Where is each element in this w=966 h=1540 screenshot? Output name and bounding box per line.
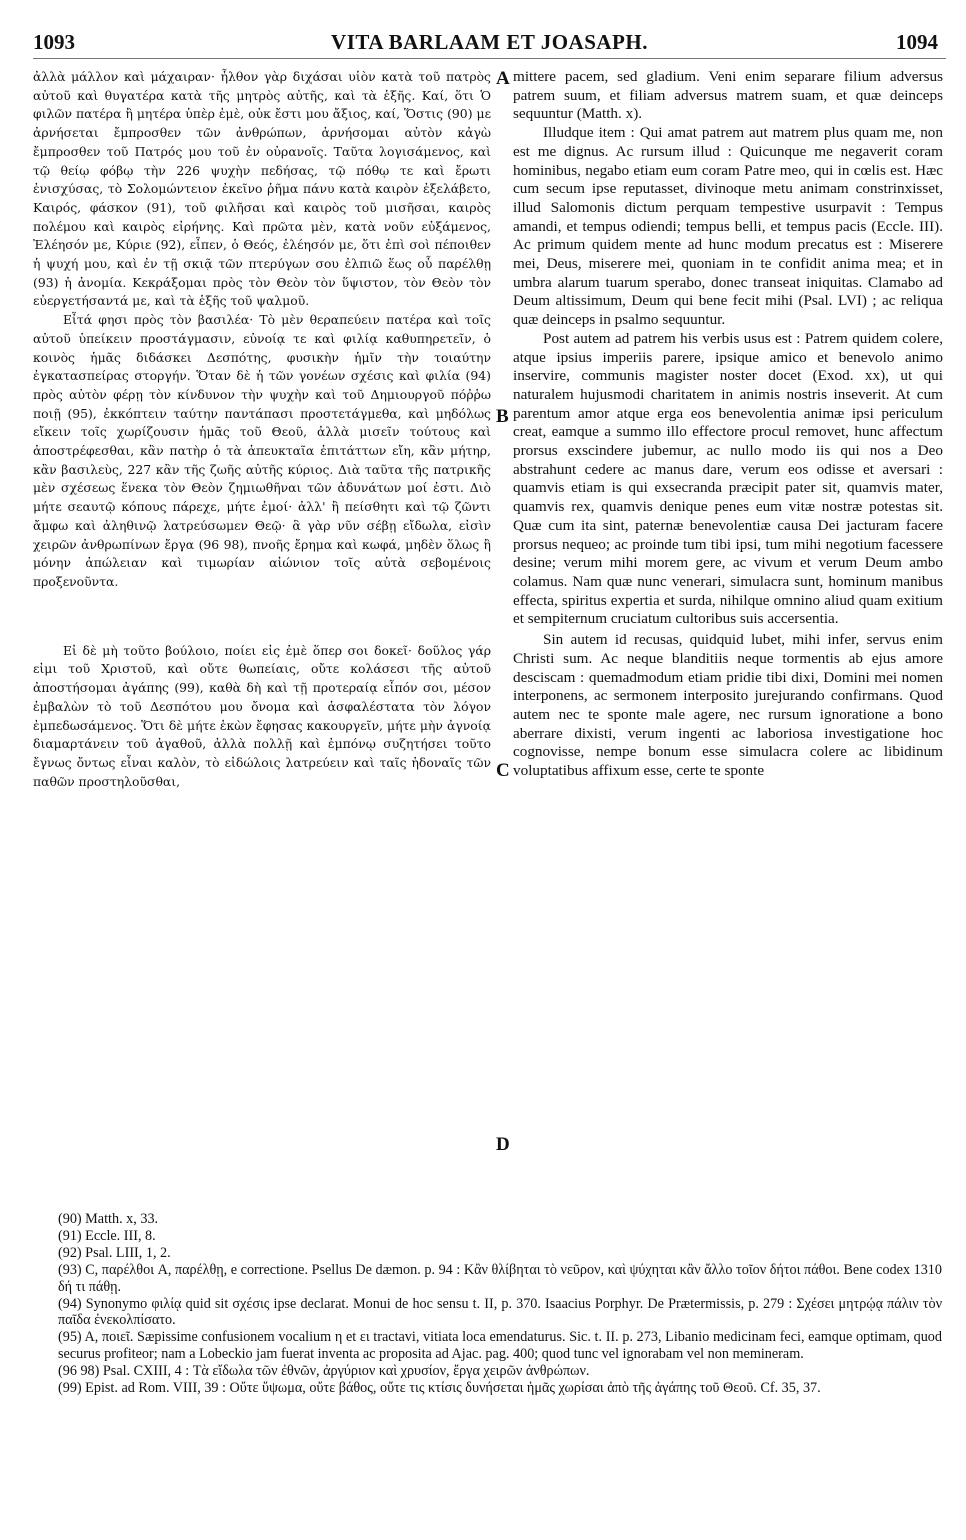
running-header — [33, 30, 946, 59]
footnote: (99) Epist. ad Rom. VIII, 39 : Οὔτε ὕψωμα, οὔτε βάθος, οὔτε τις κτίσις δυνήσεται ἡμᾶς χωρίσαι ἀπὸ τῆς ἀγάπης τοῦ Θεοῦ. Cf. 35, 37. — [58, 1380, 821, 1397]
column-gap — [33, 592, 491, 642]
running-title: VITA BARLAAM ET JOASAPH. — [331, 30, 648, 54]
footnote: (90) Matth. x, 33. — [58, 1211, 159, 1227]
greek-column — [33, 68, 491, 1203]
latin-column — [513, 68, 943, 1203]
latin-paragraph-4: Sin autem id recusas, quidquid lubet, mihi infer, servus enim Christi sum. Ac neque blanditiis neque tormentis ab ejus amore desciscam : quemadmodum etiam pridie tibi dixi, Domini mei nomen interponens, ac sermonem interposito jurejurando confirmans. Quod autem nec te sponte male agere, nec rursum ignoratione a bono aberrare dixisti, verum ingenti ac laboriosa investigatione hoc cognovisse, nempe bonum esse simulacra colere ac libidinum voluptatibus affixum esse, certe te sponte — [513, 631, 943, 780]
footnotes — [58, 1211, 942, 1511]
footnote: (95) A, ποιεῖ. Sæpissime confusionem vocalium η et ει tractavi, vitiata loca emendaturus. Sic. t. II. p. 273, Libanio medicinam feci, eamque optimam, quod securus profiteor; nam a Lobeckio jam fuerat inventa ac proposita ad Ajac. pag. 400; quod tunc vel ignorabam vel non memineram. — [58, 1329, 942, 1363]
footnote: (92) Psal. LIII, 1, 2. — [58, 1244, 171, 1261]
greek-paragraph-3: Εἰ δὲ μὴ τοῦτο βούλοιο, ποίει εἰς ἐμὲ ὅπερ σοι δοκεῖ· δοῦλος γάρ εἰμι τοῦ Χριστοῦ, καὶ οὔτε θωπείαις, οὔτε κολάσεσι τῆς αὐτοῦ ἀποστήσομαι ἀγάπης (99), καθὰ δὴ καὶ τῇ προτεραίᾳ εἶπόν σοι, μέσον ἐμβαλὼν τὸ τοῦ Δεσπότου μου ὄνομα καὶ ἀσφαλέστατα τὸν λόγον ἐμπεδωσάμενος. Ὅτι δὲ μήτε ἑκὼν ἔφησας κακουργεῖν, μήτε μὴν ἀγνοίᾳ διαμαρτάνειν τοῦ ἀγαθοῦ, ἀλλὰ πολλῇ καὶ ἐμπόνῳ συζητήσει τοῦτο ἔγνως ὄντως εἶναι καλὸν, τὸ εἰδώλοις λατρεύειν καὶ ταῖς ἡδοναῖς τῶν παθῶν προστηλοῦσθαι, — [33, 642, 491, 789]
latin-paragraph-2: Illudque item : Qui amat patrem aut matrem plus quam me, non est me dignus. Ac rursum illud : Quicunque me negaverit coram hominibus, negabo etiam eum coram Patre meo, qui in cœlis est. Hæc cum secum ipse reputasset, divinoque metu animam constrinxisset, illud Salomonis dictum perquam tempestive usurpavit : Tempus amandi, et tempus odiendi; tempus belli, et tempus pacis (Eccle. III). Ac primum quidem mente ad hunc modum precatus est : Miserere mei, Deus, miserere mei, quoniam in te confidit anima mea; et in umbra alarum tuarum sperabo, donec transeat iniquitas. Clamabo ad Deum altissimum, Deum qui bene fecit mihi (Psal. LVI) ; ac reliqua quæ deinceps in psalmo sequuntur. — [513, 124, 943, 329]
latin-paragraph-1: mittere pacem, sed gladium. Veni enim separare filium adversus patrem suum, et filiam adversus matrem suam, et quæ deinceps sequuntur (Matth. x). — [513, 68, 943, 123]
greek-paragraph-2: Εἶτά φησι πρὸς τὸν βασιλέα· Τὸ μὲν θεραπεύειν πατέρα καὶ τοῖς αὐτοῦ ὑπείκειν προστάγμασιν, εὐνοίᾳ τε καὶ φιλίᾳ καθυπηρετεῖν, ὁ κοινὸς ἡμᾶς διδάσκει Δεσπότης, φυσικὴν ἡμῖν τὴν τοιαύτην ἐγκατασπείρας στοργήν. Ὅταν δὲ ἡ τῶν γονέων σχέσις καὶ φιλία (94) πρὸς αὐτὸν φέρῃ τὸν κίνδυνον τὴν ψυχὴν καὶ τοῦ Δημιουργοῦ πόῤῥω ποιῇ (95), ἐκκόπτειν ταύτην παντάπασι προστετάγμεθα, καὶ μηδόλως εἴκειν τοῖς χωρίζουσιν ἡμᾶς τοῦ Θεοῦ, ἀλλὰ μισεῖν τούτους καὶ ἀποστρέφεσθαι, κἂν πατὴρ ὁ τὰ ἀπευκταῖα ἐπιτάττων εἴη, κἂν μήτηρ, κἂν βασιλεὺς, 227 κἂν τῆς ζωῆς αὐτῆς κύριος. Διὰ ταῦτα τῆς πατρικῆς μὲν σχέσεως ἕνεκα τὸν Θεὸν ζημιωθῆναι τῶν ἀδυνάτων μοί ἐστι. Διὸ μήτε σεαυτῷ κόπους πάρεχε, μήτε ἐμοί· ἀλλ' ἢ πείσθητι καὶ τῷ ζῶντι ἄμφω καὶ ἀληθινῷ λατρεύσωμεν Θεῷ· ἃ γὰρ νῦν σέβῃ εἴδωλα, εἰσὶν χειρῶν ἀνθρωπίνων ἔργα (96 98), πνοῆς ἔρημα καὶ κωφά, μηδὲν ὅλως ἢ μόνην ἀπώλειαν καὶ τιμωρίαν αἰώνιον τοῖς αὐτὰ σεβομένοις προξενοῦντα. — [33, 312, 491, 589]
footnote: (96 98) Psal. CXIII, 4 : Τὰ εἴδωλα τῶν ἐθνῶν, ἀργύριον καὶ χρυσίον, ἔργα χειρῶν ἀνθρώπων. — [58, 1363, 590, 1380]
page-number-right: 1094 — [896, 30, 938, 54]
footnote: (91) Eccle. III, 8. — [58, 1227, 156, 1244]
page-number-left: 1093 — [33, 30, 75, 54]
section-marker-d: D — [496, 1134, 510, 1155]
section-marker-c: C — [496, 760, 510, 781]
latin-paragraph-3: Post autem ad patrem his verbis usus est : Patrem quidem colere, atque ipsius imperiis parere, ipsique amico et benevolo animo inservire, communis magister noster docet (Exod. xx), ut qui naturalem hujusmodi charitatem in animis nostris inseverit. At cum parentum amor atque erga eos benevolentia animæ ipsi periculum creat, eamque a summo illo effectore procul removet, hunc affectum prorsus exscindere jubemur, ac nullo modo iis qui nos a Deo abstrahunt cedere ac manus dare, verum eos odisse et aversari : quamvis etiam is qui exsecranda præcipit pater sit, quamvis mater, quamvis rex, quamvis denique penes eum vitæ nostræ potestas sit. Quæ cum ita sint, paternæ benevolentiæ causa Dei jacturam facere prorsus nequeo; ac proinde tum tibi ipsi, tum mihi negotium facessere desine; verum mihi morem gere, ac vivum et verum Deum ambo colamus. Nam quæ nunc venerari, simulacra sunt, hominum manibus effecta, spiritus expertia et surda, nihilque omnino aliud quam exitium et sempiternum cruciatum cultoribus suis accersentia. — [513, 329, 943, 628]
footnote: (94) Synonymo φιλίᾳ quid sit σχέσις ipse declarat. Monui de hoc sensu t. II, p. 370. Isaacius Porphyr. De Prætermissis, p. 279 : Σχέσει μητρῴᾳ πάλιν τὸν παῖδα ἐνεκολπίσατο. — [58, 1295, 942, 1329]
section-marker-b: B — [496, 406, 509, 427]
section-marker-a: A — [496, 68, 510, 89]
greek-paragraph-1: ἀλλὰ μάλλον καὶ μάχαιραν· ἦλθον γὰρ διχάσαι υἱὸν κατὰ τοῦ πατρὸς αὐτοῦ καὶ θυγατέρα κατὰ τῆς μητρὸς αὐτῆς, καὶ τὰ ἑξῆς. Καί, ὅτι Ὁ φιλῶν πατέρα ἢ μητέρα ὑπὲρ ἐμὲ, οὐκ ἔστι μου ἄξιος, καί, Ὅστις (90) με ἀρνήσεται ἔμπροσθεν τῶν ἀνθρώπων, ἀρνήσομαι αὐτὸν κἀγὼ ἔμπροσθεν τοῦ Πατρός μου τοῦ ἐν οὐρανοῖς. Ταῦτα λογισάμενος, καὶ τῷ θείῳ φόβῳ τὴν 226 ψυχὴν πεδήσας, τῷ πόθῳ τε καὶ ἔρωτι ἐνισχύσας, τὸ Σολομώντειον ἐκεῖνο ῥῆμα πάνυ κατὰ καιρὸν ἐξελάβετο, Καιρός, φάσκον (91), τοῦ φιλῆσαι καὶ καιρὸς τοῦ μισῆσαι, καιρὸς πολέμου καὶ καιρὸς εἰρήνης. Καὶ πρῶτα μὲν, κατὰ νοῦν εὐξάμενος, Ἐλέησόν με, Κύριε (92), εἶπεν, ὁ Θεός, ἐλέησόν με, ὅτι ἐπὶ σοὶ πέποιθεν ἡ ψυχή μου, καὶ ἐν τῇ σκιᾷ τῶν πτερύγων σου ἐλπιῶ ἕως οὗ παρέλθῃ (93) ἡ ἀνομία. Κεκράξομαι πρὸς τὸν Θεὸν τὸν ὕψιστον, τὸν Θεὸν τὸν εὐεργετήσαντά με, καὶ τὰ ἑξῆς τοῦ ψαλμοῦ. — [33, 69, 491, 309]
footnote: (93) C, παρέλθοι A, παρέλθῃ, e correctione. Psellus De dæmon. p. 94 : Κἂν θλίβηται τὸ νεῦρον, καὶ ψύχηται κἂν ἄλλο τοῖον δήτοι πάθοι. Bene codex 1310 δή τι πάθῃ. — [58, 1261, 942, 1295]
